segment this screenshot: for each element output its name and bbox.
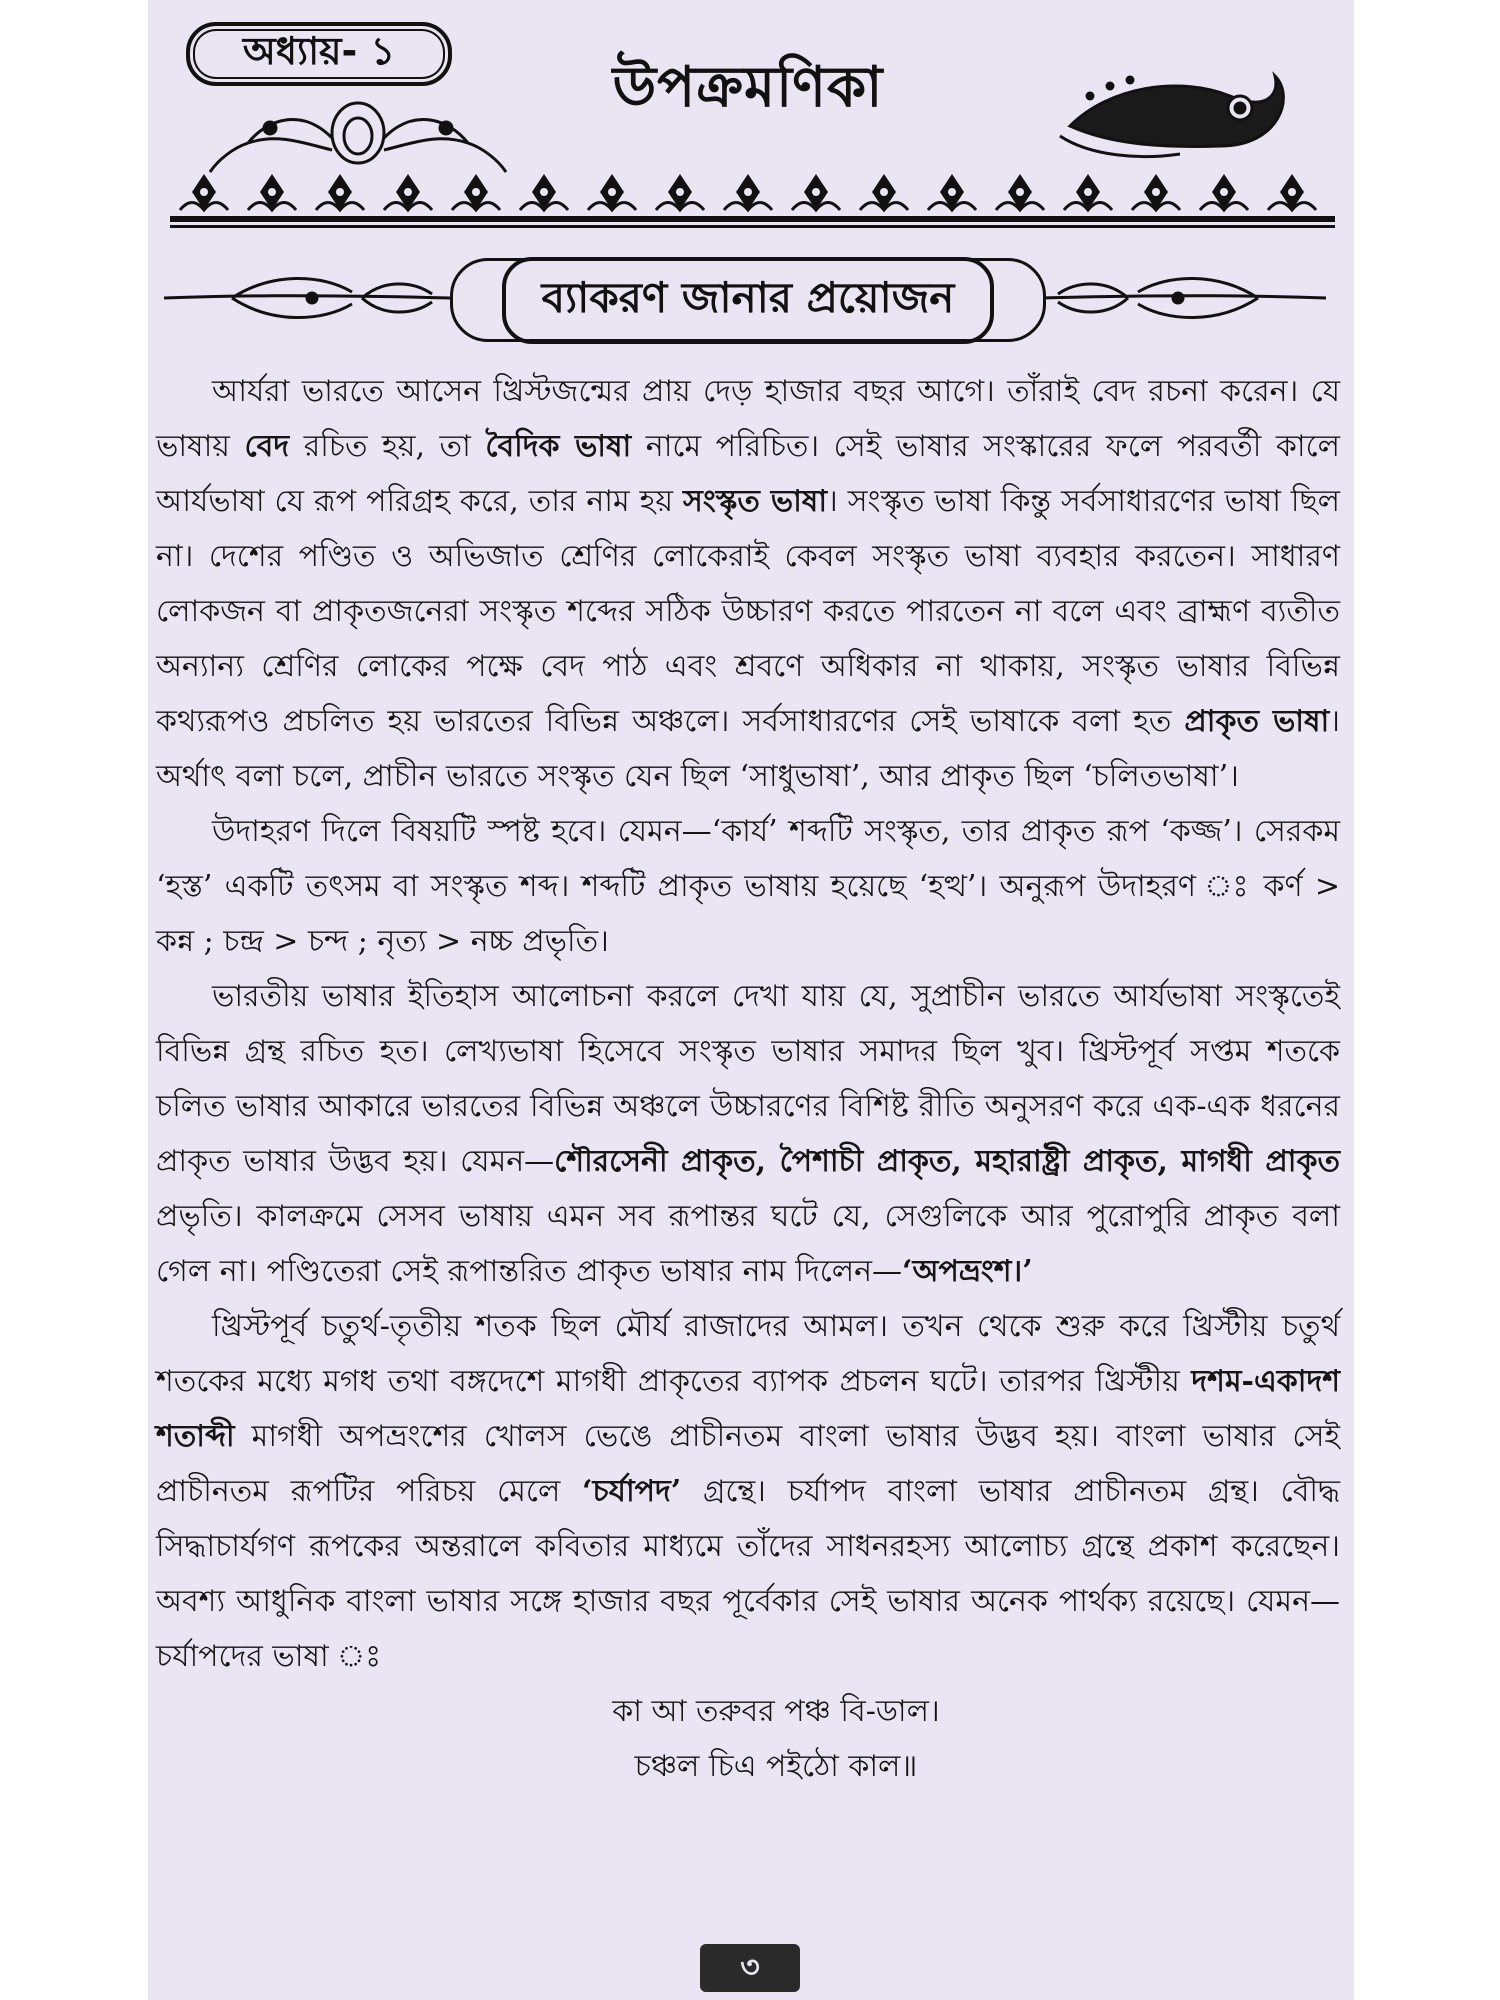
book-page: [148, 0, 1354, 2000]
body-text: [156, 364, 1340, 1794]
section-title: ব্যাকরণ জানার প্রয়োজন: [502, 257, 995, 344]
chapter-title: উপক্রমণিকা: [612, 55, 884, 120]
text-run: মাগধী অপভ্রংশের খোলস ভেঙে প্রাচীনতম বাংলা ভাষার উদ্ভব হয়। বাংলা ভাষার সেই প্রাচীনতম রূপটির পরিচয় মেলে: [156, 1419, 1340, 1509]
chapter-label: অধ্যায়- ১: [242, 29, 396, 73]
left-floral-ornament: [208, 88, 508, 178]
text-run: নামে পরিচিত। সেই ভাষার সংস্কারের ফলে পরবর্তী কালে আর্যভাষা যে রূপ পরিগ্রহ করে, তার নাম হয়: [156, 429, 1340, 519]
right-paisley-ornament: [1050, 56, 1300, 166]
paragraph: [156, 1299, 1340, 1684]
text-run: । সংস্কৃত ভাষা কিন্তু সর্বসাধারণের ভাষা ছিল না। দেশের পণ্ডিত ও অভিজাত শ্রেণির লোকেরাই কেবল সংস্কৃত ভাষা ব্যবহার করতেন। সাধারণ লোকজন বা প্রাকৃতজনেরা সংস্কৃত শব্দের সঠিক উচ্চারণ করতে পারতেন না বলে এবং ব্রাহ্মণ ব্যতীত অন্যান্য শ্রেণির লোকের পক্ষে বেদ পাঠ এবং শ্রবণে অধিকার না থাকায়, সংস্কৃত ভাষার বিভিন্ন কথ্যরূপও প্রচলিত হয় ভারতের বিভিন্ন অঞ্চলে। সর্বসাধারণের সেই ভাষাকে বলা হত: [156, 484, 1341, 739]
paragraph: [156, 969, 1340, 1299]
text-run: খ্রিস্টপূর্ব চতুর্থ-তৃতীয় শতক ছিল মৌর্য রাজাদের আমল। তখন থেকে শুরু করে খ্রিস্টীয় চতুর্থ শতকের মধ্যে মগধ তথা বঙ্গদেশে মাগধী প্রাকৃতের ব্যাপক প্রচলন ঘটে। তারপর খ্রিস্টীয়: [156, 1309, 1340, 1399]
right-flourish-ornament: [1038, 266, 1328, 330]
bold-term: বেদ: [244, 429, 290, 464]
text-run: প্রভৃতি। কালক্রমে সেসব ভাষায় এমন সব রূপান্তর ঘটে যে, সেগুলিকে আর পুরোপুরি প্রাকৃত বলা গেল না। পণ্ডিতেরা সেই রূপান্তরিত প্রাকৃত ভাষার নাম দিলেন—: [156, 1199, 1340, 1289]
text-run: ভারতীয় ভাষার ইতিহাস আলোচনা করলে দেখা যায় যে, সুপ্রাচীন ভারতে আর্যভাষা সংস্কৃতেই বিভিন্ন গ্রন্থ রচিত হত। লেখ্যভাষা হিসেবে সংস্কৃত ভাষার সমাদর ছিল খুব। খ্রিস্টপূর্ব সপ্তম শতকে চলিত ভাষার আকারে ভারতের বিভিন্ন অঞ্চলে উচ্চারণের বিশিষ্ট রীতি অনুসরণ করে এক-এক ধরনের প্রাকৃত ভাষার উদ্ভব হয়। যেমন—: [156, 979, 1340, 1179]
text-run: রচিত হয়, তা: [289, 429, 486, 464]
verse-line: কা আ তরুবর পঞ্চ বি-ডাল।: [612, 1694, 940, 1729]
text-run: উদাহরণ দিলে বিষয়টি স্পষ্ট হবে। যেমন—‘কার্য’ শব্দটি সংস্কৃত, তার প্রাকৃত রূপ ‘কজ্জ’। সেরকম ‘হস্ত’ একটি তৎসম বা সংস্কৃত শব্দ। শব্দটি প্রাকৃত ভাষায় হয়েছে ‘হত্থ’। অনুরূপ উদাহরণ ঃ কর্ণ > কন্ন ; চন্দ্র > চন্দ ; নৃত্য > নচ্চ প্রভৃতি।: [156, 814, 1340, 959]
page-number: ৩: [700, 1944, 800, 1992]
bold-term: দশম-একাদশ শতাব্দী: [156, 1364, 1340, 1454]
paragraph: [156, 364, 1340, 804]
left-flourish-ornament: [162, 266, 452, 330]
bold-term: শৌরসেনী প্রাকৃত, পৈশাচী প্রাকৃত, মহারাষ্ট্রী প্রাকৃত, মাগধী প্রাকৃত: [554, 1144, 1340, 1179]
paragraph: [156, 804, 1340, 969]
verse-block: [156, 1684, 1340, 1794]
bold-term: বৈদিক ভাষা: [485, 429, 632, 464]
text-run: গ্রন্থে। চর্যাপদ বাংলা ভাষার প্রাচীনতম গ্রন্থ। বৌদ্ধ সিদ্ধাচার্যগণ রূপকের অন্তরালে কবিতার মাধ্যমে তাঁদের সাধনরহস্য আলোচ্য গ্রন্থে প্রকাশ করেছেন। অবশ্য আধুনিক বাংলা ভাষার সঙ্গে হাজার বছর পূর্বেকার সেই ভাষার অনেক পার্থক্য রয়েছে। যেমন—চর্যাপদের ভাষা ঃ: [156, 1474, 1340, 1674]
bold-term: ‘চর্যাপদ’: [582, 1474, 682, 1509]
text-run: আর্যরা ভারতে আসেন খ্রিস্টজন্মের প্রায় দেড় হাজার বছর আগে। তাঁরাই বেদ রচনা করেন। যে ভাষায়: [156, 374, 1340, 464]
bold-term: সংস্কৃত ভাষা: [683, 484, 828, 519]
chapter-badge: [186, 22, 452, 86]
section-title-frame: [450, 258, 1046, 342]
verse-line: চঞ্চল চিএ পইঠো কাল॥: [634, 1749, 918, 1784]
bold-term: ‘অপভ্রংশ।’: [902, 1254, 1033, 1289]
decorative-border-band: [170, 170, 1335, 232]
bold-term: প্রাকৃত ভাষা: [1184, 704, 1330, 739]
text-run: । অর্থাৎ বলা চলে, প্রাচীন ভারতে সংস্কৃত যেন ছিল ‘সাধুভাষা’, আর প্রাকৃত ছিল ‘চলিতভাষা’।: [156, 704, 1340, 794]
